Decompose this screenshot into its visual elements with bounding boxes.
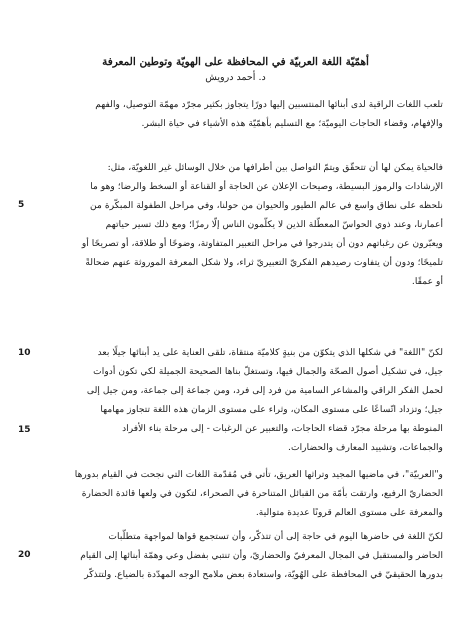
- paragraph-line: ويعبّرون عن رغباتهم دون أن يتدرجوا في مراحل التعبير المتفاوتة، وضوحًا أو طلاقة، أو تصريحًا أو: [81, 238, 443, 249]
- document-author: د. أحمد درويش: [205, 72, 266, 83]
- paragraph-line: أو عمقًا.: [411, 276, 443, 287]
- line-number: 5: [18, 200, 25, 210]
- line-number: 20: [18, 550, 31, 560]
- paragraph-line: والإفهام، وقضاء الحاجات اليوميّة؛ مع التسليم بأهمّيّة هذه الأشياء في حياة البشر.: [141, 118, 443, 129]
- paragraph-4: [47, 465, 443, 522]
- paragraph-line: الحضاريّ الرفيع، وارتقت بأمّة من القبائل المتناحرة في الصحراء، لتكون في ولعها قائدة الحضارة: [81, 488, 443, 499]
- paragraph-line: والمعرفة على مستوى العالم قرونًا عديدة متوالية.: [255, 507, 443, 518]
- paragraph-line: فالحياة يمكن لها أن تتحقّق ويتمّ التواصل بين أطرافها من خلال الوسائل غير اللغويّة، مثل:: [107, 162, 443, 173]
- paragraph-line: نلحظه على نطاق واسع في عالم الطيور والحيوان من حولنا، وفي مراحل الطفولة المبكّرة من: [90, 200, 443, 211]
- paragraph-line: المنوطة بها مرحلة مجرّد قضاء الحاجات، والتعبير عن الرغبات - إلى مرحلة بناء الأفراد: [122, 423, 443, 434]
- line-number: 15: [18, 425, 31, 435]
- paragraph-line: لكنّ "اللغة" في شكلها الذي يتكوّن من بنيةٍ كلاميّة منتقاة، تلقى العناية على يد أبنائها جيلًا بعد: [97, 347, 443, 358]
- paragraph-1: [47, 95, 443, 133]
- paragraph-line: لكنّ اللغة في حاضرها اليوم في حاجة إلى أن تتذكّر، وأن تستجمع قواها لمواجهة متطلّبات: [108, 531, 443, 542]
- paragraph-line: والجماعات، وتشييد المعارف والحضارات.: [288, 442, 443, 453]
- paragraph-line: بدورها الحقيقيّ في المحافظة على الهُويّة، واستعادة بعض ملامح الوجه المهدّدة بالضياع. ولتتذكّر: [84, 569, 443, 580]
- paragraph-line: جيل، في تشكيل أصول الصحّة والجمال فيها، وتستغلّ بناها الصحيحة الجميلة لكي تكون أدوات: [93, 366, 443, 377]
- paragraph-line: جيل؛ وتزداد اتّساعًا على مستوى المكان، وثراء على مستوى الزمان هذه اللغة تتجاوز مهامها: [100, 404, 443, 415]
- paragraph-line: تلعب اللغات الراقية لدى أبنائها المنتسبين إليها دورًا يتجاوز بكثير مجرّد مهمّة التوصيل، والفهم: [95, 99, 443, 110]
- paragraph-line: و"العربيّة"، في ماضيها المجيد وتراثها العريق، تأتي في مُقدّمة اللغات التي نجحت في القيام بدورها: [74, 469, 443, 480]
- document-title: أهمّيّة اللغة العربيّة في المحافظة على الهويّة وتوطين المعرفة: [102, 56, 369, 68]
- paragraph-line: تلميحًا؛ ودون أن يتفاوت رصيدهم الفكريّ التعبيريّ ثراء، ولا شكل المعرفة الموروثة عنهم ضحالةً: [85, 257, 443, 268]
- line-number: 10: [18, 348, 31, 358]
- paragraph-2: [47, 158, 443, 291]
- paragraph-line: لحمل الفكر الراقي والمشاعر السامية من فرد إلى فرد، ومن جماعة إلى جماعة، ومن جيل إلى: [86, 385, 443, 396]
- paragraph-3: [47, 343, 443, 457]
- paragraph-line: أعمارنا، وعند ذوي الحواسّ المعطّلة الذين لا يكلّمون الناس إلّا رمزًا؛ ومع ذلك تسير حياتهم: [105, 219, 443, 230]
- paragraph-line: الإرشادات والرموز البسيطة، وصيحات الإعلان عن الحاجة أو القناعة أو السخط والرضا؛ وهو ما: [90, 181, 443, 192]
- paragraph-line: الحاضر والمستقبل في المجال المعرفيّ والحضاريّ، وأن تنتبي بفضل وعي وهمّة أبنائها إلى القيام: [80, 550, 443, 561]
- paragraph-5: [47, 527, 443, 584]
